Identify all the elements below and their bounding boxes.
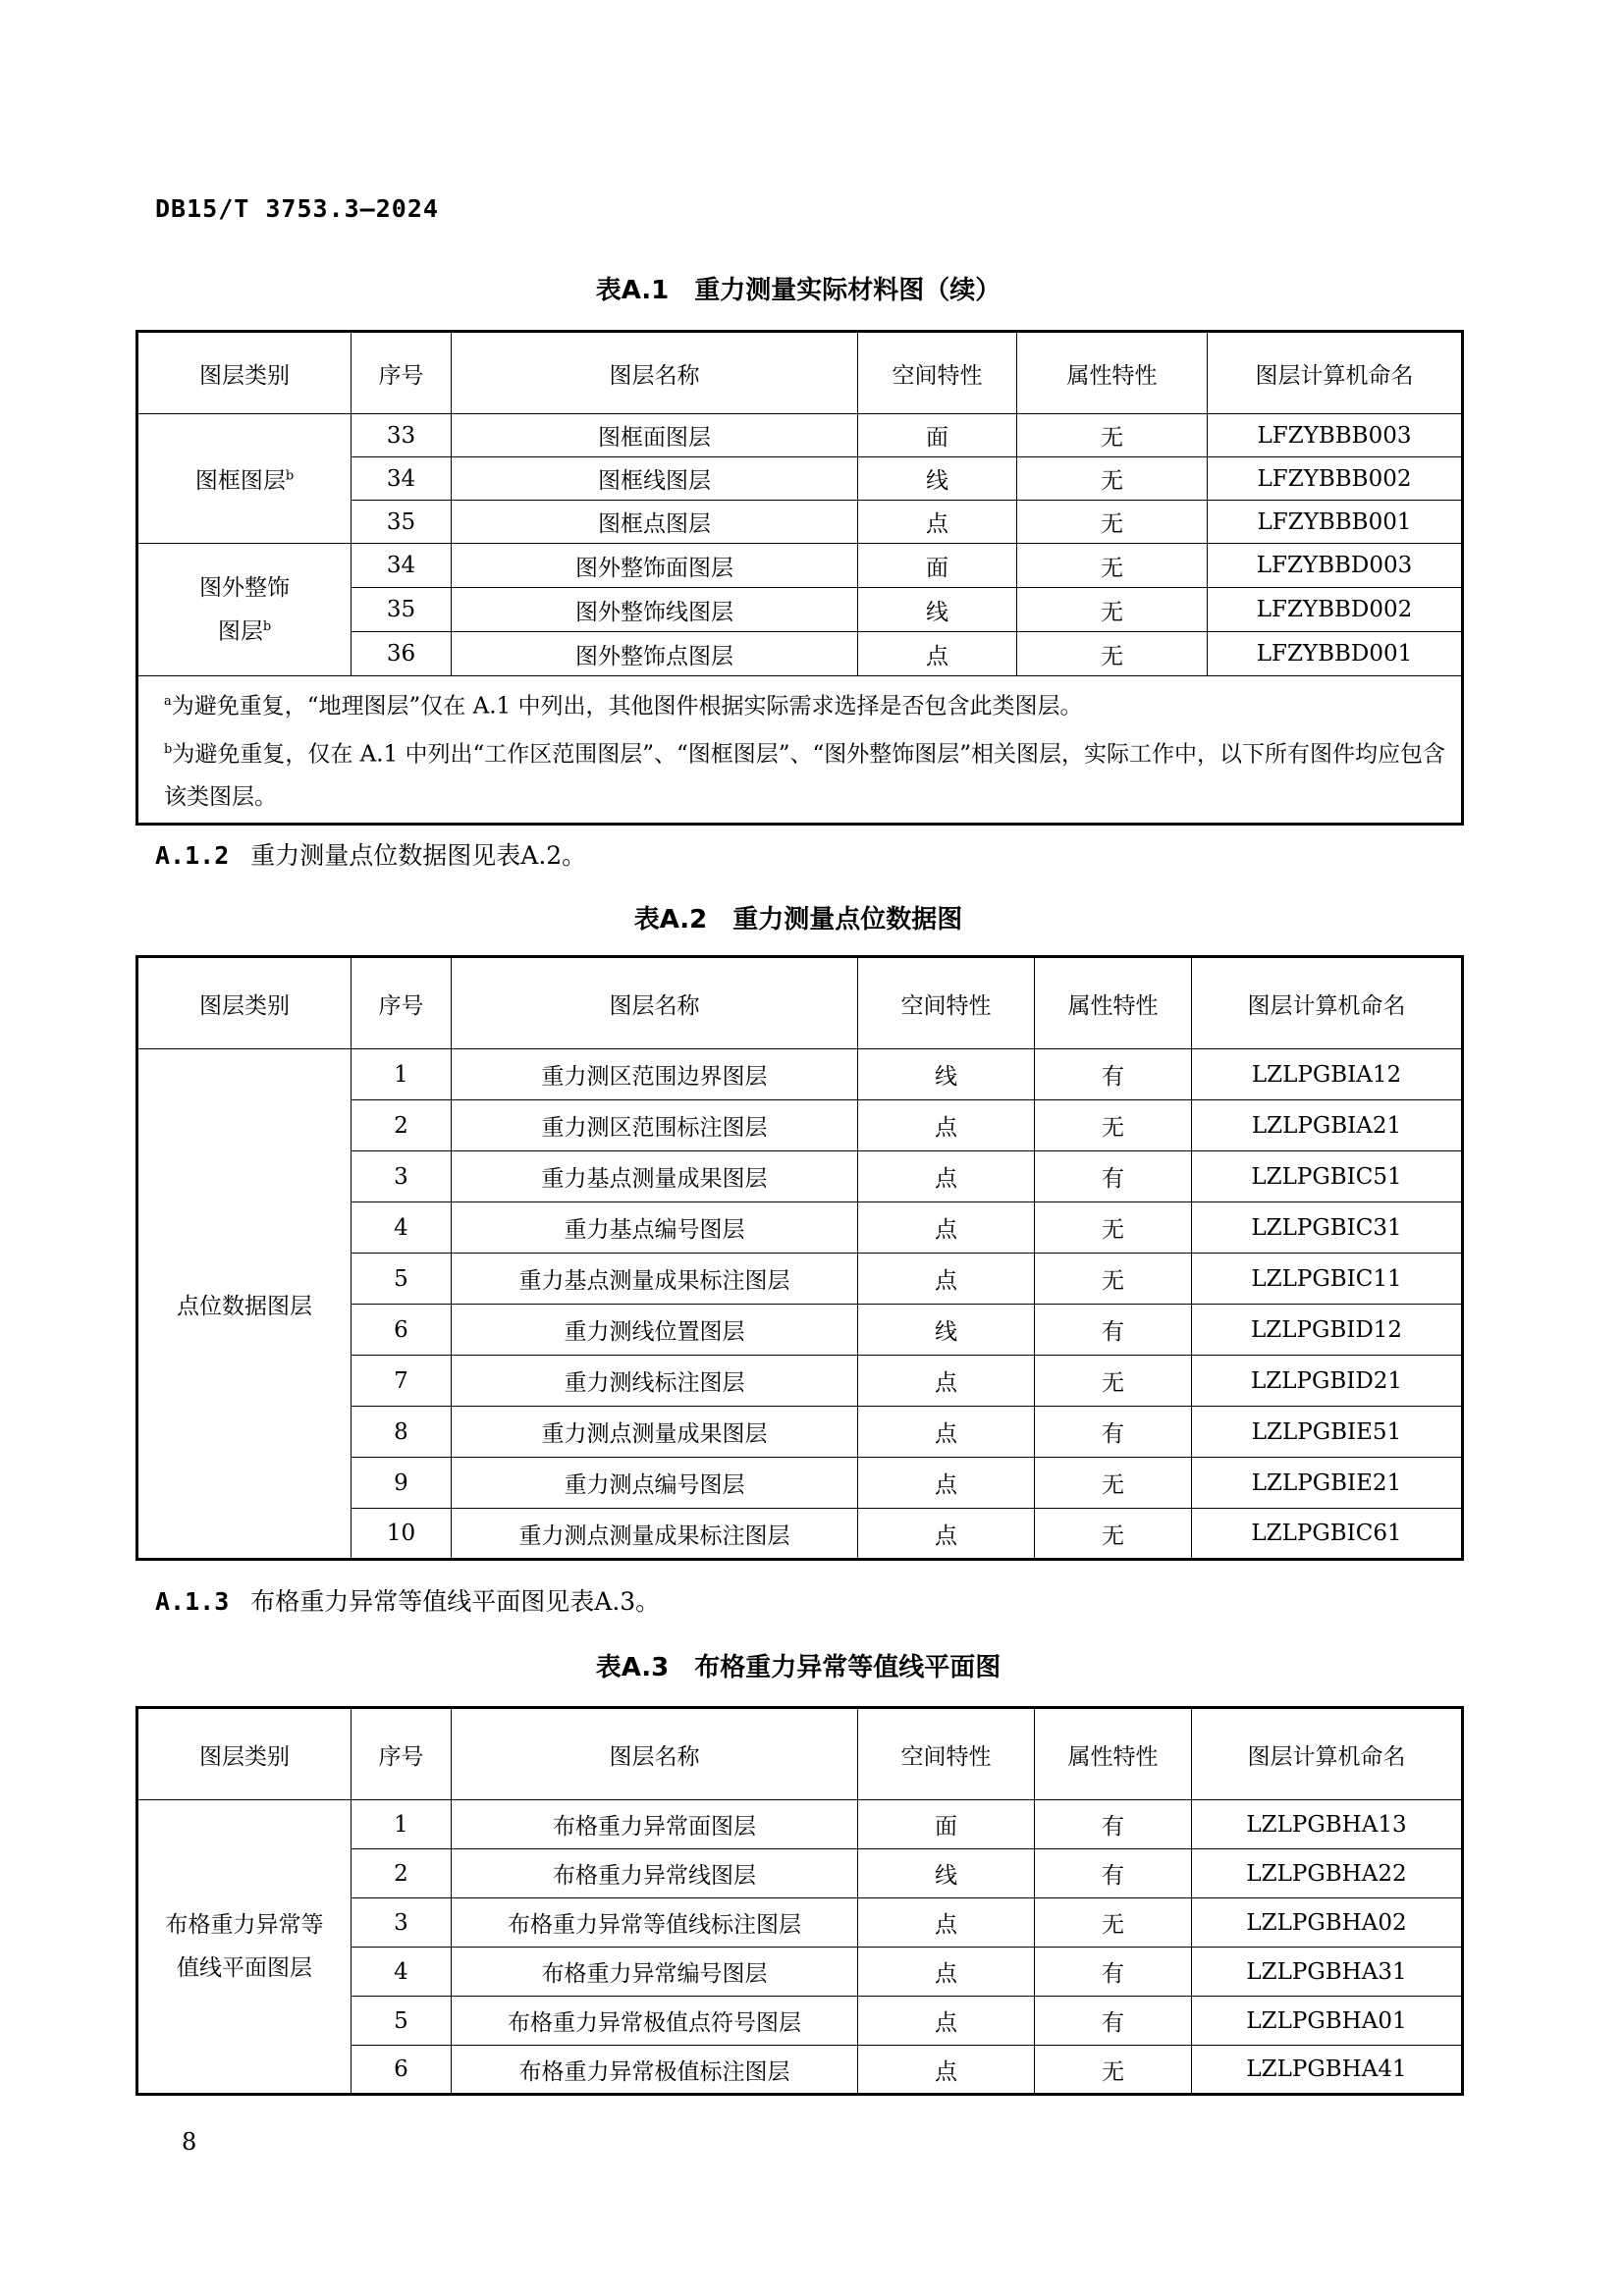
column-header: 空间特性 [858, 332, 1017, 414]
attribute-cell: 无 [1035, 1100, 1192, 1151]
column-header: 属性特性 [1035, 1708, 1192, 1800]
layer-name-cell: 图外整饰线图层 [452, 588, 858, 632]
layer-name-cell: 重力测点编号图层 [452, 1458, 858, 1509]
clause-a12 [155, 836, 586, 872]
attribute-cell: 无 [1035, 1254, 1192, 1305]
column-header: 序号 [352, 957, 452, 1049]
computer-name-cell: LFZYBBB002 [1208, 457, 1463, 501]
seq-cell: 2 [352, 1100, 452, 1151]
layer-name-cell: 重力基点测量成果图层 [452, 1151, 858, 1202]
table-row [137, 414, 1463, 457]
spatial-cell: 面 [858, 544, 1017, 588]
seq-cell: 7 [352, 1356, 452, 1407]
column-header: 图层类别 [137, 1708, 352, 1800]
attribute-cell: 有 [1035, 1305, 1192, 1356]
attribute-cell: 有 [1035, 1800, 1192, 1849]
computer-name-cell: LZLPGBHA13 [1192, 1800, 1463, 1849]
category-cell: 图框图层$^b$ [137, 414, 352, 544]
table-row [137, 1800, 1463, 1849]
table2-header-row [137, 957, 1463, 1049]
table3-caption: 表A.3 布格重力异常等值线平面图 [595, 1653, 1001, 1682]
computer-name-cell: LFZYBBD003 [1208, 544, 1463, 588]
layer-name-cell: 布格重力异常编号图层 [452, 1948, 858, 1997]
spatial-cell: 点 [858, 501, 1017, 544]
seq-cell: 6 [352, 2046, 452, 2095]
layer-name-cell: 重力测区范围标注图层 [452, 1100, 858, 1151]
seq-cell: 4 [352, 1202, 452, 1254]
column-header: 图层计算机命名 [1192, 957, 1463, 1049]
spatial-cell: 点 [858, 1254, 1035, 1305]
seq-cell: 3 [352, 1898, 452, 1948]
layer-name-cell: 布格重力异常线图层 [452, 1849, 858, 1898]
attribute-cell: 无 [1035, 1202, 1192, 1254]
spatial-cell: 点 [858, 1898, 1035, 1948]
attribute-cell: 无 [1017, 457, 1208, 501]
table-row [137, 544, 1463, 588]
layer-name-cell: 布格重力异常面图层 [452, 1800, 858, 1849]
spatial-cell: 线 [858, 1049, 1035, 1100]
attribute-cell: 有 [1035, 1407, 1192, 1458]
spatial-cell: 线 [858, 1849, 1035, 1898]
seq-cell: 10 [352, 1509, 452, 1560]
attribute-cell: 无 [1017, 414, 1208, 457]
layer-name-cell: 重力测线位置图层 [452, 1305, 858, 1356]
attribute-cell: 无 [1035, 1458, 1192, 1509]
column-header: 属性特性 [1035, 957, 1192, 1049]
seq-cell: 1 [352, 1800, 452, 1849]
layer-name-cell: 重力基点编号图层 [452, 1202, 858, 1254]
layer-name-cell: 重力测点测量成果图层 [452, 1407, 858, 1458]
column-header: 序号 [352, 1708, 452, 1800]
table3-header-row [137, 1708, 1463, 1800]
computer-name-cell: LZLPGBHA01 [1192, 1997, 1463, 2046]
layer-name-cell: 重力测区范围边界图层 [452, 1049, 858, 1100]
column-header: 图层名称 [452, 1708, 858, 1800]
attribute-cell: 有 [1035, 1997, 1192, 2046]
seq-cell: 5 [352, 1997, 452, 2046]
clause-number: A.1.2 [155, 841, 230, 870]
seq-cell: 9 [352, 1458, 452, 1509]
computer-name-cell: LZLPGBIC61 [1192, 1509, 1463, 1560]
spatial-cell: 点 [858, 1151, 1035, 1202]
spatial-cell: 点 [858, 1509, 1035, 1560]
spatial-cell: 点 [858, 1100, 1035, 1151]
layer-name-cell: 重力测线标注图层 [452, 1356, 858, 1407]
category-cell: 布格重力异常等 值线平面图层 [137, 1800, 352, 2095]
seq-cell: 2 [352, 1849, 452, 1898]
seq-cell: 8 [352, 1407, 452, 1458]
column-header: 属性特性 [1017, 332, 1208, 414]
computer-name-cell: LFZYBBD002 [1208, 588, 1463, 632]
seq-cell: 5 [352, 1254, 452, 1305]
spatial-cell: 面 [858, 1800, 1035, 1849]
clause-number: A.1.3 [155, 1587, 230, 1616]
attribute-cell: 无 [1035, 1509, 1192, 1560]
computer-name-cell: LZLPGBID21 [1192, 1356, 1463, 1407]
attribute-cell: 无 [1017, 588, 1208, 632]
layer-name-cell: 图外整饰点图层 [452, 632, 858, 676]
table1 [135, 330, 1464, 826]
computer-name-cell: LZLPGBHA31 [1192, 1948, 1463, 1997]
table-notes [137, 676, 1463, 825]
computer-name-cell: LZLPGBIC51 [1192, 1151, 1463, 1202]
layer-name-cell: 图外整饰面图层 [452, 544, 858, 588]
category-cell: 图外整饰 图层$^b$ [137, 544, 352, 676]
spatial-cell: 点 [858, 1202, 1035, 1254]
table3 [135, 1706, 1464, 2096]
table1-header-row [137, 332, 1463, 414]
attribute-cell: 无 [1017, 632, 1208, 676]
table2 [135, 955, 1464, 1561]
layer-name-cell: 图框点图层 [452, 501, 858, 544]
attribute-cell: 有 [1035, 1849, 1192, 1898]
column-header: 图层计算机命名 [1208, 332, 1463, 414]
attribute-cell: 无 [1035, 1898, 1192, 1948]
table-row [137, 1049, 1463, 1100]
footnote-b: $^b$为避免重复，仅在 A.1 中列出“工作区范围图层”、“图框图层”、“图外整饰图层”相关图层，实际工作中，以下所有图件均应包含该类图层。 [164, 741, 1446, 811]
column-header: 图层类别 [137, 332, 352, 414]
standard-id: DB15/T 3753.3—2024 [155, 194, 439, 223]
spatial-cell: 点 [858, 1458, 1035, 1509]
layer-name-cell: 重力测点测量成果标注图层 [452, 1509, 858, 1560]
category-cell: 点位数据图层 [137, 1049, 352, 1560]
seq-cell: 35 [352, 501, 452, 544]
computer-name-cell: LZLPGBIA21 [1192, 1100, 1463, 1151]
spatial-cell: 点 [858, 1948, 1035, 1997]
spatial-cell: 线 [858, 588, 1017, 632]
layer-name-cell: 布格重力异常等值线标注图层 [452, 1898, 858, 1948]
seq-cell: 34 [352, 457, 452, 501]
table2-caption: 表A.2 重力测量点位数据图 [633, 905, 963, 934]
column-header: 图层名称 [452, 332, 858, 414]
spatial-cell: 线 [858, 457, 1017, 501]
footnote-a: $^a$为避免重复，“地理图层”仅在 A.1 中列出，其他图件根据实际需求选择是否包含此类图层。 [164, 693, 1083, 720]
spatial-cell: 线 [858, 1305, 1035, 1356]
column-header: 图层计算机命名 [1192, 1708, 1463, 1800]
computer-name-cell: LZLPGBHA41 [1192, 2046, 1463, 2095]
column-header: 图层名称 [452, 957, 858, 1049]
layer-name-cell: 重力基点测量成果标注图层 [452, 1254, 858, 1305]
spatial-cell: 点 [858, 1997, 1035, 2046]
computer-name-cell: LFZYBBD001 [1208, 632, 1463, 676]
spatial-cell: 面 [858, 414, 1017, 457]
seq-cell: 6 [352, 1305, 452, 1356]
attribute-cell: 无 [1035, 2046, 1192, 2095]
clause-a13 [155, 1582, 660, 1618]
computer-name-cell: LZLPGBIC11 [1192, 1254, 1463, 1305]
computer-name-cell: LZLPGBIA12 [1192, 1049, 1463, 1100]
column-header: 序号 [352, 332, 452, 414]
attribute-cell: 无 [1017, 544, 1208, 588]
attribute-cell: 有 [1035, 1049, 1192, 1100]
computer-name-cell: LFZYBBB001 [1208, 501, 1463, 544]
spatial-cell: 点 [858, 1356, 1035, 1407]
layer-name-cell: 布格重力异常极值标注图层 [452, 2046, 858, 2095]
computer-name-cell: LZLPGBIE21 [1192, 1458, 1463, 1509]
seq-cell: 33 [352, 414, 452, 457]
seq-cell: 35 [352, 588, 452, 632]
seq-cell: 3 [352, 1151, 452, 1202]
spatial-cell: 点 [858, 632, 1017, 676]
table1-notes-row [137, 676, 1463, 825]
layer-name-cell: 图框线图层 [452, 457, 858, 501]
attribute-cell: 有 [1035, 1948, 1192, 1997]
computer-name-cell: LZLPGBIE51 [1192, 1407, 1463, 1458]
column-header: 图层类别 [137, 957, 352, 1049]
attribute-cell: 无 [1017, 501, 1208, 544]
column-header: 空间特性 [858, 957, 1035, 1049]
computer-name-cell: LZLPGBIC31 [1192, 1202, 1463, 1254]
seq-cell: 1 [352, 1049, 452, 1100]
clause-text: 布格重力异常等值线平面图见表A.3。 [250, 1587, 661, 1616]
table1-caption: 表A.1 重力测量实际材料图（续） [595, 276, 1001, 305]
layer-name-cell: 图框面图层 [452, 414, 858, 457]
seq-cell: 4 [352, 1948, 452, 1997]
column-header: 空间特性 [858, 1708, 1035, 1800]
page-number: 8 [182, 2128, 197, 2156]
spatial-cell: 点 [858, 1407, 1035, 1458]
computer-name-cell: LZLPGBID12 [1192, 1305, 1463, 1356]
spatial-cell: 点 [858, 2046, 1035, 2095]
seq-cell: 34 [352, 544, 452, 588]
attribute-cell: 有 [1035, 1151, 1192, 1202]
clause-text: 重力测量点位数据图见表A.2。 [250, 841, 587, 870]
computer-name-cell: LFZYBBB003 [1208, 414, 1463, 457]
seq-cell: 36 [352, 632, 452, 676]
layer-name-cell: 布格重力异常极值点符号图层 [452, 1997, 858, 2046]
computer-name-cell: LZLPGBHA02 [1192, 1898, 1463, 1948]
attribute-cell: 无 [1035, 1356, 1192, 1407]
computer-name-cell: LZLPGBHA22 [1192, 1849, 1463, 1898]
